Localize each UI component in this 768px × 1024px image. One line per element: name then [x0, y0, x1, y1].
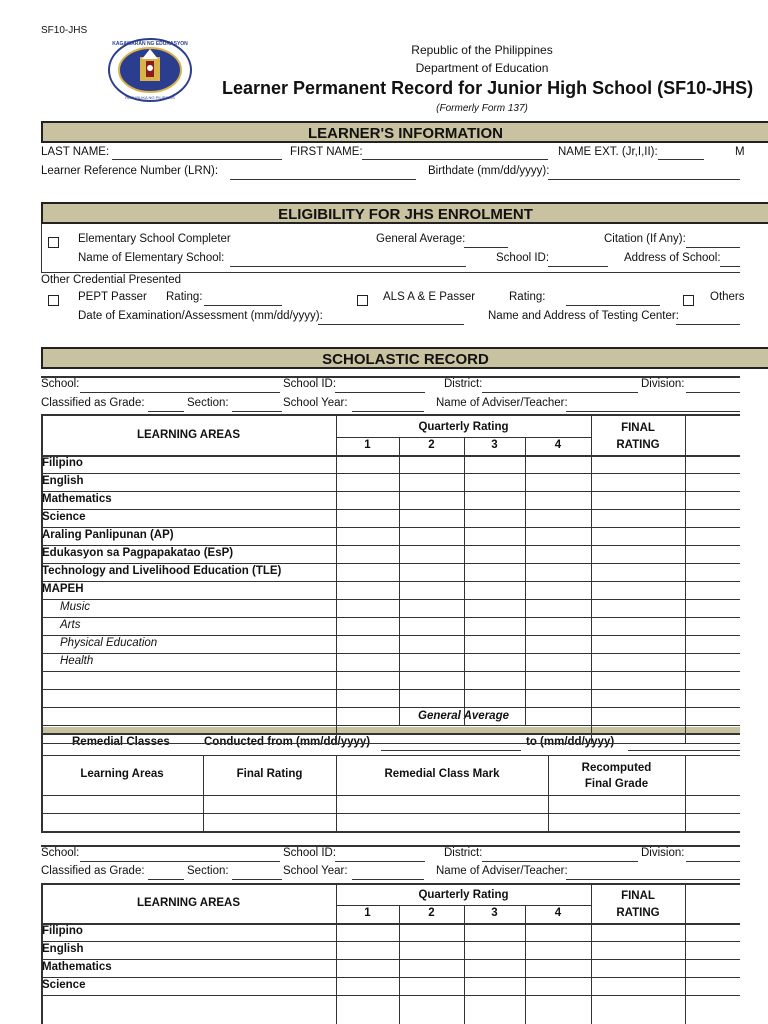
- quarterly-rating-header: Quarterly Rating: [418, 421, 509, 433]
- learner-info-band: [41, 121, 768, 143]
- table-rule: [203, 755, 204, 831]
- table-rule: [548, 755, 549, 831]
- school-id-label: School ID:: [283, 378, 337, 390]
- school-label: School:: [41, 378, 80, 390]
- citation-label: Citation (If Any):: [604, 233, 686, 245]
- lrn-label: Learner Reference Number (LRN):: [41, 165, 219, 177]
- rating-cell[interactable]: [400, 690, 463, 706]
- recomputed-header-2: Final Grade: [584, 778, 649, 790]
- rating-cell[interactable]: [465, 600, 524, 616]
- table-row: Edukasyon sa Pagpapakatao (EsP): [42, 547, 234, 559]
- final-rating-header-2: RATING: [616, 439, 660, 451]
- als-rating-field[interactable]: [566, 305, 660, 306]
- conducted-from-label: Conducted from (mm/dd/yyyy): [204, 736, 371, 748]
- eligibility-title: ELIGIBILITY FOR JHS ENROLMENT: [278, 206, 533, 223]
- division-field[interactable]: [686, 392, 740, 393]
- rating-cell[interactable]: [337, 672, 398, 688]
- name-ext-label: NAME EXT. (Jr,I,II):: [558, 146, 658, 158]
- rating-cell[interactable]: [400, 546, 463, 562]
- table-rule: [399, 905, 400, 1024]
- table-rule: [41, 923, 740, 925]
- rating-cell[interactable]: [337, 618, 398, 634]
- rating-cell[interactable]: [526, 672, 590, 688]
- school-year-label-2: School Year:: [283, 865, 348, 877]
- table-row: Health: [60, 655, 94, 667]
- rating-cell[interactable]: [526, 636, 590, 652]
- rating-cell[interactable]: [526, 708, 590, 724]
- rating-cell[interactable]: [526, 492, 590, 508]
- remedial-classes-label: Remedial Classes: [72, 736, 170, 748]
- rating-cell[interactable]: [592, 564, 684, 580]
- rating-cell[interactable]: [337, 636, 398, 652]
- table-rule: [525, 905, 526, 1024]
- rating-cell[interactable]: [592, 672, 684, 688]
- last-name-field[interactable]: [112, 159, 282, 160]
- table-rule: [41, 755, 740, 756]
- table-rule: [41, 743, 740, 744]
- address-of-school-label: Address of School:: [624, 252, 721, 264]
- school-label-2: School:: [41, 847, 80, 859]
- formerly-note: (Formerly Form 137): [436, 103, 528, 114]
- table-row: Science: [42, 979, 86, 991]
- rating-cell[interactable]: [337, 510, 398, 526]
- rem-final-rating-header: Final Rating: [236, 768, 303, 780]
- learning-areas-header-2: LEARNING AREAS: [136, 897, 241, 909]
- elem-completer-checkbox[interactable]: [48, 237, 59, 248]
- table-row: Physical Education: [60, 637, 158, 649]
- rating-cell[interactable]: [526, 510, 590, 526]
- section-field[interactable]: [232, 411, 282, 412]
- rating-cell[interactable]: [400, 492, 463, 508]
- district-label: District:: [444, 378, 483, 390]
- rating-cell[interactable]: [526, 564, 590, 580]
- rating-cell[interactable]: [592, 582, 684, 598]
- testing-center-field[interactable]: [676, 324, 740, 325]
- rating-cell[interactable]: [526, 690, 590, 706]
- rem-learning-areas-header: Learning Areas: [80, 768, 164, 780]
- middle-name-label-cut: M: [735, 146, 745, 158]
- date-exam-label: Date of Examination/Assessment (mm/dd/yyyy):: [78, 310, 323, 322]
- rating-cell[interactable]: [465, 582, 524, 598]
- learner-info-title: LEARNER'S INFORMATION: [308, 125, 503, 142]
- rating-cell[interactable]: [592, 654, 684, 670]
- school-year-label: School Year:: [283, 397, 348, 409]
- lrn-field[interactable]: [230, 179, 416, 180]
- republic-line: Republic of the Philippines: [411, 43, 553, 57]
- table-row: English: [42, 475, 84, 487]
- first-name-label: FIRST NAME:: [290, 146, 363, 158]
- remedial-bottom-rule: [41, 831, 740, 833]
- section-label: Section:: [187, 397, 229, 409]
- remedial-to-field[interactable]: [628, 750, 740, 751]
- school-year-field-2[interactable]: [352, 879, 424, 880]
- section-label-2: Section:: [187, 865, 229, 877]
- rating-cell[interactable]: [337, 456, 398, 472]
- district-field-2[interactable]: [482, 861, 638, 862]
- testing-center-label: Name and Address of Testing Center:: [488, 310, 679, 322]
- quarter-1-header-2: 1: [364, 907, 371, 919]
- rating-cell[interactable]: [592, 708, 684, 724]
- rating-cell[interactable]: [526, 456, 590, 472]
- rating-cell[interactable]: [526, 528, 590, 544]
- rating-cell[interactable]: [465, 528, 524, 544]
- final-rating-header-1: FINAL: [621, 422, 655, 434]
- rating-cell[interactable]: [592, 600, 684, 616]
- seal-top-text: KAGAWARAN NG EDUKASYON: [112, 41, 188, 47]
- elem-school-name-label: Name of Elementary School:: [78, 252, 225, 264]
- rating-cell[interactable]: [337, 582, 398, 598]
- rem-class-mark-header: Remedial Class Mark: [384, 768, 500, 780]
- table-row: Technology and Livelihood Education (TLE): [42, 565, 282, 577]
- table-rule: [685, 414, 686, 743]
- district-label-2: District:: [444, 847, 483, 859]
- rating-cell[interactable]: [465, 456, 524, 472]
- table-rule: [41, 733, 740, 735]
- other-credential-label: Other Credential Presented: [41, 274, 181, 286]
- quarter-3-header: 3: [491, 439, 498, 451]
- table-rule: [685, 883, 686, 1024]
- quarter-4-header: 4: [554, 439, 562, 451]
- table-row: Science: [42, 511, 86, 523]
- table-rule: [685, 755, 686, 831]
- department-line: Department of Education: [415, 61, 549, 75]
- rating-cell[interactable]: [337, 474, 398, 490]
- name-ext-field[interactable]: [658, 159, 704, 160]
- section-field-2[interactable]: [232, 879, 282, 880]
- rating-cell[interactable]: [592, 510, 684, 526]
- seal-bottom-text: REPUBLIKA NG PILIPINAS: [125, 95, 175, 100]
- quarter-3-header-2: 3: [491, 907, 498, 919]
- table-row: Filipino: [42, 457, 83, 469]
- adviser-label-2: Name of Adviser/Teacher:: [436, 865, 568, 877]
- division-field-2[interactable]: [686, 861, 740, 862]
- table-rule: [464, 905, 465, 1024]
- rating-cell[interactable]: [400, 618, 463, 634]
- rating-cell[interactable]: [592, 492, 684, 508]
- deped-seal-icon: [107, 37, 193, 103]
- rating-cell[interactable]: [465, 654, 524, 670]
- scholastic-band: [41, 347, 768, 369]
- rating-cell[interactable]: [592, 636, 684, 652]
- rating-cell[interactable]: [526, 582, 590, 598]
- rating-cell[interactable]: [337, 528, 398, 544]
- pept-rating-label: Rating:: [166, 291, 203, 303]
- school-field[interactable]: [80, 392, 280, 393]
- table-rule: [41, 795, 740, 796]
- birthdate-field[interactable]: [548, 179, 740, 180]
- rating-cell[interactable]: [400, 672, 463, 688]
- table-row-rule: [41, 995, 740, 996]
- rating-cell[interactable]: [465, 690, 524, 706]
- elem-school-id-label: School ID:: [496, 252, 550, 264]
- rating-cell[interactable]: [465, 510, 524, 526]
- rating-cell[interactable]: [337, 690, 398, 706]
- final-rating-header-2a: FINAL: [621, 890, 655, 902]
- rating-cell[interactable]: [337, 492, 398, 508]
- general-average-row-label: General Average: [418, 710, 509, 722]
- rating-cell[interactable]: [465, 618, 524, 634]
- rating-cell[interactable]: [337, 546, 398, 562]
- adviser-label: Name of Adviser/Teacher:: [436, 397, 568, 409]
- table-rule: [41, 733, 43, 831]
- rating-cell[interactable]: [400, 474, 463, 490]
- elem-school-id-field[interactable]: [548, 266, 608, 267]
- rating-cell[interactable]: [592, 546, 684, 562]
- rating-cell[interactable]: [465, 492, 524, 508]
- division-label-2: Division:: [641, 847, 685, 859]
- district-field[interactable]: [482, 392, 638, 393]
- rating-cell[interactable]: [465, 564, 524, 580]
- table-row: Mathematics: [42, 493, 112, 505]
- form-code: SF10-JHS: [41, 25, 88, 36]
- table-row: MAPEH: [42, 583, 84, 595]
- pept-checkbox[interactable]: [48, 295, 59, 306]
- rating-cell[interactable]: [337, 564, 398, 580]
- remedial-to-label: to (mm/dd/yyyy): [526, 736, 615, 748]
- table-row-rule: [41, 725, 740, 726]
- table-row: Music: [60, 601, 91, 613]
- als-label: ALS A & E Passer: [383, 291, 476, 303]
- rating-cell[interactable]: [337, 654, 398, 670]
- rating-cell[interactable]: [400, 582, 463, 598]
- grade-label: Classified as Grade:: [41, 397, 145, 409]
- table-row: Filipino: [42, 925, 83, 937]
- table-row-rule: [41, 977, 740, 978]
- table-rule: [41, 883, 740, 885]
- table-rule: [336, 883, 337, 1024]
- rating-cell[interactable]: [592, 456, 684, 472]
- rating-cell[interactable]: [592, 618, 684, 634]
- general-average-field[interactable]: [464, 247, 508, 248]
- table-row-rule: [41, 941, 740, 942]
- rating-cell[interactable]: [465, 708, 524, 724]
- eligibility-band: [41, 202, 768, 224]
- rating-cell[interactable]: [400, 708, 463, 724]
- rating-cell[interactable]: [465, 546, 524, 562]
- page-title: Learner Permanent Record for Junior High School (SF10-JHS): [222, 78, 754, 98]
- date-exam-field[interactable]: [318, 324, 464, 325]
- others-checkbox[interactable]: [683, 295, 694, 306]
- first-name-field[interactable]: [362, 159, 548, 160]
- rating-cell[interactable]: [592, 474, 684, 490]
- adviser-field[interactable]: [566, 411, 740, 412]
- rating-cell[interactable]: [400, 636, 463, 652]
- general-average-label: General Average:: [376, 233, 466, 245]
- rating-cell[interactable]: [400, 528, 463, 544]
- quarterly-rating-header-2: Quarterly Rating: [418, 889, 509, 901]
- table-rule: [41, 813, 740, 814]
- citation-field[interactable]: [686, 247, 740, 248]
- grade-field-2[interactable]: [148, 879, 184, 880]
- grade-field[interactable]: [148, 411, 184, 412]
- table-rule: [591, 883, 592, 1024]
- school-id-label-2: School ID:: [283, 847, 337, 859]
- table-top-rule: [41, 414, 740, 416]
- rating-cell[interactable]: [465, 636, 524, 652]
- rating-cell[interactable]: [526, 618, 590, 634]
- rating-cell[interactable]: [526, 546, 590, 562]
- others-label: Others: [710, 291, 745, 303]
- rating-cell[interactable]: [592, 528, 684, 544]
- rating-cell[interactable]: [400, 600, 463, 616]
- recomputed-header-1: Recomputed: [581, 762, 652, 774]
- rating-cell[interactable]: [400, 456, 463, 472]
- pept-label: PEPT Passer: [78, 291, 147, 303]
- address-of-school-field[interactable]: [720, 266, 740, 267]
- table-row: English: [42, 943, 84, 955]
- grade-label-2: Classified as Grade:: [41, 865, 145, 877]
- school-year-field[interactable]: [352, 411, 424, 412]
- quarter-4-header-2: 4: [554, 907, 562, 919]
- rating-cell[interactable]: [592, 690, 684, 706]
- school-field-2[interactable]: [80, 861, 280, 862]
- table-row: Mathematics: [42, 961, 112, 973]
- school-id-field-2[interactable]: [335, 861, 425, 862]
- section2-top-rule: [41, 845, 740, 847]
- elem-completer-label: Elementary School Completer: [78, 233, 231, 245]
- adviser-field-2[interactable]: [566, 879, 740, 880]
- school-id-field[interactable]: [335, 392, 425, 393]
- als-checkbox[interactable]: [357, 295, 368, 306]
- rating-cell[interactable]: [400, 510, 463, 526]
- table-row: Arts: [60, 619, 81, 631]
- quarter-2-header-2: 2: [428, 907, 435, 919]
- rating-cell[interactable]: [465, 672, 524, 688]
- last-name-label: LAST NAME:: [41, 146, 110, 158]
- conducted-from-field[interactable]: [381, 750, 521, 751]
- quarter-1-header: 1: [364, 439, 371, 451]
- rating-cell[interactable]: [526, 654, 590, 670]
- table-rule: [336, 755, 337, 831]
- rating-cell[interactable]: [526, 474, 590, 490]
- scholastic-title: SCHOLASTIC RECORD: [322, 351, 489, 368]
- pept-rating-field[interactable]: [204, 305, 282, 306]
- table-row: Araling Panlipunan (AP): [42, 529, 174, 541]
- rating-cell[interactable]: [400, 564, 463, 580]
- rating-cell[interactable]: [337, 600, 398, 616]
- quarter-2-header: 2: [428, 439, 435, 451]
- rating-cell[interactable]: [526, 600, 590, 616]
- rating-cell[interactable]: [337, 708, 398, 724]
- elem-school-name-field[interactable]: [230, 266, 466, 267]
- section-top-rule: [41, 376, 740, 378]
- division-label: Division:: [641, 378, 685, 390]
- als-rating-label: Rating:: [509, 291, 546, 303]
- table-row-rule: [41, 959, 740, 960]
- learning-areas-header: LEARNING AREAS: [136, 429, 241, 441]
- rating-cell[interactable]: [465, 474, 524, 490]
- rating-cell[interactable]: [400, 654, 463, 670]
- birthdate-label: Birthdate (mm/dd/yyyy):: [428, 165, 550, 177]
- final-rating-header-2b: RATING: [616, 907, 660, 919]
